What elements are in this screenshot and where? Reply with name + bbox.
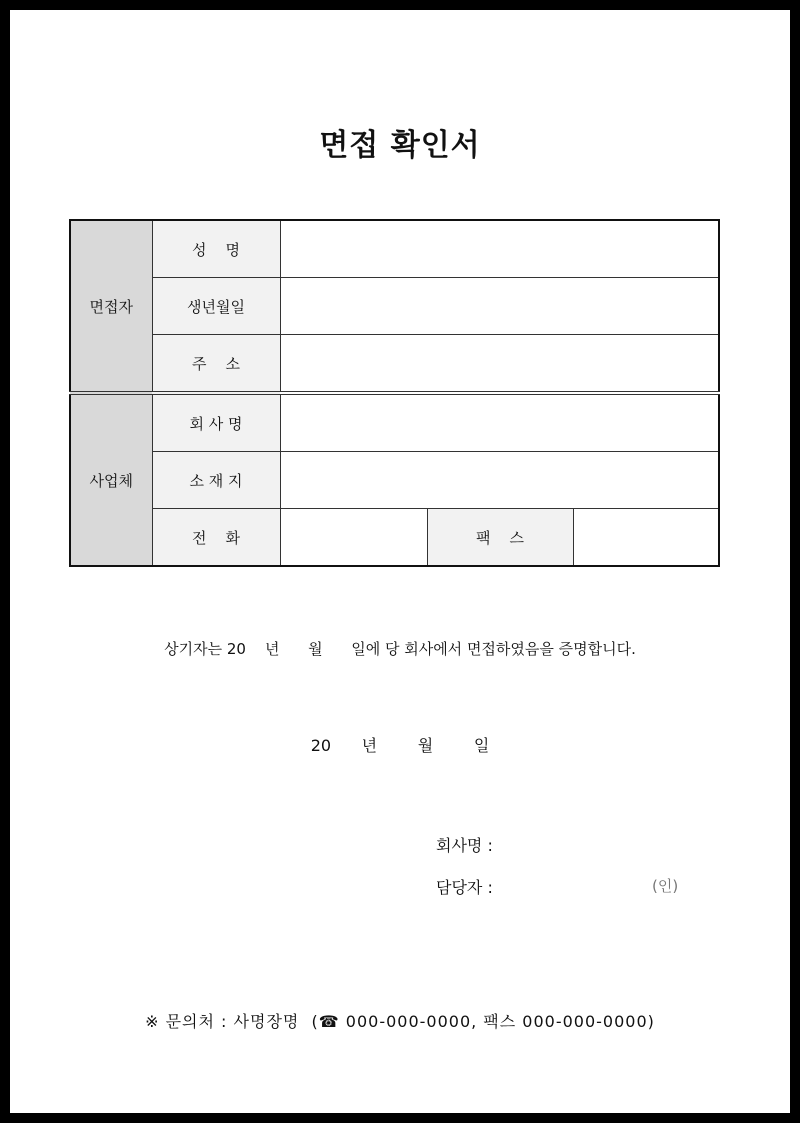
- name-field[interactable]: [280, 220, 719, 278]
- interviewee-group-label: 면접자: [70, 220, 152, 393]
- seal-mark: (인): [652, 877, 679, 895]
- document-title: 면접 확인서: [319, 128, 481, 163]
- company-signature-label: 회사명 :: [436, 836, 493, 855]
- fax-label: 팩 스: [427, 509, 573, 567]
- location-label: 소 재 지: [152, 452, 280, 509]
- row-location: [70, 452, 719, 509]
- address-label: 주 소: [152, 335, 280, 394]
- row-phone-fax: [70, 509, 719, 567]
- fax-field[interactable]: [573, 509, 719, 567]
- row-name: [70, 220, 719, 278]
- row-birth: [70, 278, 719, 335]
- company-name-label: 회 사 명: [152, 393, 280, 452]
- birth-label: 생년월일: [152, 278, 280, 335]
- name-label: 성 명: [152, 220, 280, 278]
- date-line: 20 년 월 일: [310, 736, 490, 755]
- row-company-name: [70, 393, 719, 452]
- interview-form-table: [69, 219, 720, 567]
- contact-footer: ※ 문의처 : 사명장명 (☎ 000-000-0000, 팩스 000-000-0000): [145, 1012, 655, 1031]
- manager-signature-label: 담당자 :: [436, 878, 493, 897]
- location-field[interactable]: [280, 452, 719, 509]
- address-field[interactable]: [280, 335, 719, 394]
- birth-field[interactable]: [280, 278, 719, 335]
- phone-field[interactable]: [280, 509, 427, 567]
- company-name-field[interactable]: [280, 393, 719, 452]
- phone-label: 전 화: [152, 509, 280, 567]
- company-group-label: 사업체: [70, 393, 152, 566]
- row-address: [70, 335, 719, 394]
- certification-statement: 상기자는 20 년 월 일에 당 회사에서 면접하였음을 증명합니다.: [164, 640, 636, 658]
